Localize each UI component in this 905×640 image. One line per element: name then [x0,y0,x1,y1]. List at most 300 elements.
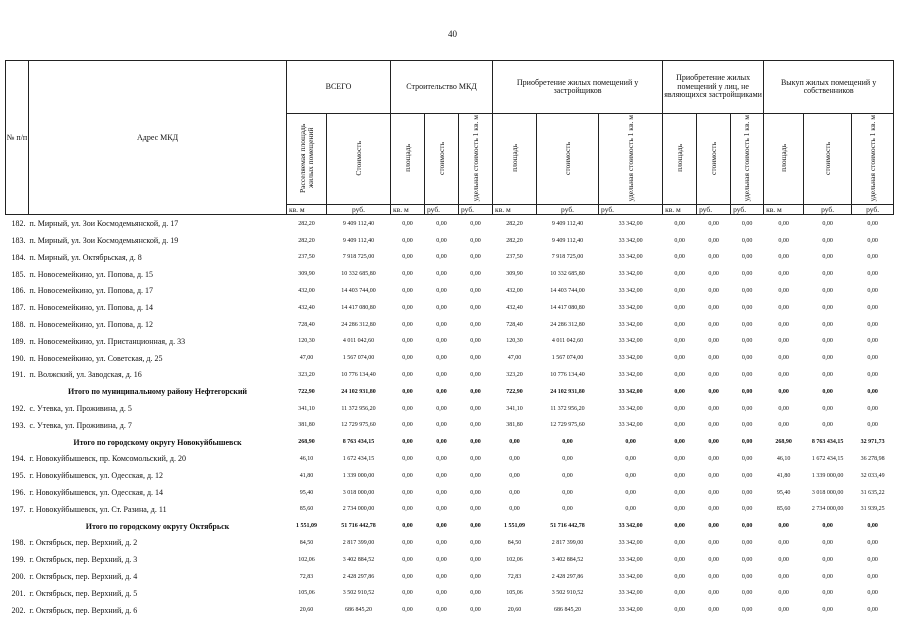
value-cell: 0,00 [778,422,789,429]
value-cell: 0,00 [674,472,685,479]
address-header: Адрес МКД [29,61,287,215]
unit-rub: руб. [425,205,459,215]
value-cell: 0,00 [778,254,789,261]
value-cell: 0,00 [674,220,685,227]
value-cell: 0,00 [402,321,413,328]
value-cell: 0,00 [741,422,753,429]
address-cell: п. Новосемейкино, ул. Советская, д. 25 [29,353,163,363]
value-cell: 0,00 [436,422,447,429]
unit-rub: руб. [697,205,731,215]
value-cell: 0,00 [822,271,833,278]
value-cell: 2 428 297,86 [551,573,584,580]
value-cell: 0,00 [741,254,753,261]
value-cell: 0,00 [741,455,753,462]
value-cell: 12 729 975,60 [341,422,376,429]
row-number [6,434,29,451]
value-cell: 85,60 [299,506,314,513]
value-cell: 2 428 297,86 [342,573,375,580]
row-number: 196. [11,488,26,498]
value-cell: 14 417 080,80 [550,304,585,311]
value-cell: 0,00 [708,237,719,244]
value-cell: 0,00 [674,556,685,563]
value-cell: 14 403 744,00 [550,287,585,294]
value-cell: 0,00 [822,371,833,378]
value-cell: 8 763 434,15 [342,439,375,446]
value-cell: 0,00 [867,220,878,227]
address-cell: п. Мирный, ул. Зои Космодемьянской, д. 19 [29,236,179,246]
value-cell: 0,00 [741,556,753,563]
table-row [6,484,894,501]
row-number: 192. [11,404,26,414]
value-cell: 0,00 [867,355,878,362]
row-number: 190. [11,353,26,363]
value-cell: 381,80 [298,422,315,429]
value-cell: 0,00 [822,523,833,530]
value-cell: 0,00 [470,422,481,429]
value-cell: 0,00 [470,388,481,395]
value-cell: 0,00 [674,590,685,597]
value-cell: 0,00 [470,321,481,328]
value-cell: 432,00 [298,287,315,294]
value-cell: 0,00 [708,506,719,513]
value-cell: 4 011 042,60 [551,338,584,345]
value-cell: 84,50 [299,539,314,546]
value-cell: 0,00 [741,388,753,395]
subheader-cost: стоимость [822,141,832,175]
address-cell: г. Октябрьск, пер. Верхний, д. 5 [29,588,138,598]
unit-rub: руб. [537,205,599,215]
unit-rub: руб. [804,205,852,215]
value-cell: 0,00 [509,455,520,462]
value-cell: 0,00 [822,220,833,227]
table-row [6,417,894,434]
value-cell: 10 776 134,40 [341,371,376,378]
value-cell: 0,00 [708,439,719,446]
table-row [6,367,894,384]
value-cell: 0,00 [867,371,878,378]
value-cell: 0,00 [436,523,447,530]
value-cell: 0,00 [436,607,447,614]
value-cell: 0,00 [470,573,481,580]
value-cell: 0,00 [625,506,636,513]
value-cell: 1 551,09 [504,523,526,530]
value-cell: 0,00 [708,573,719,580]
value-cell: 0,00 [708,220,719,227]
address-cell: п. Мирный, ул. Зои Космодемьянской, д. 17 [29,219,179,229]
value-cell: 0,00 [708,371,719,378]
value-cell: 0,00 [402,573,413,580]
value-cell: 0,00 [708,254,719,261]
value-cell: 120,30 [298,338,315,345]
value-cell: 0,00 [470,271,481,278]
unit-sqm: кв. м [764,205,804,215]
value-cell: 309,90 [506,271,523,278]
value-cell: 33 342,00 [618,271,643,278]
value-cell: 10 776 134,40 [550,371,585,378]
table-row [6,299,894,316]
value-cell: 33 342,00 [618,287,643,294]
table-row [6,585,894,602]
value-cell: 0,00 [562,439,573,446]
value-cell: 0,00 [741,439,753,446]
table-row [6,266,894,283]
subheader-unit-cost: удельная стоимость 1 кв. м [742,114,752,202]
value-cell: 0,00 [470,506,481,513]
value-cell: 0,00 [402,439,413,446]
value-cell: 0,00 [867,539,878,546]
value-cell: 32 971,73 [860,439,885,446]
value-cell: 0,00 [625,472,636,479]
value-cell: 0,00 [708,590,719,597]
value-cell: 0,00 [436,439,447,446]
value-cell: 0,00 [741,237,753,244]
value-cell: 10 332 685,80 [550,271,585,278]
subheader-unit-cost: удельная стоимость 1 кв. м [470,114,480,202]
value-cell: 0,00 [402,254,413,261]
value-cell: 0,00 [708,489,719,496]
value-cell: 3 502 910,52 [551,590,584,597]
value-cell: 0,00 [436,338,447,345]
value-cell: 0,00 [674,439,685,446]
value-cell: 0,00 [674,304,685,311]
value-cell: 0,00 [822,287,833,294]
row-number: 189. [11,336,26,346]
value-cell: 0,00 [402,388,413,395]
value-cell: 0,00 [402,607,413,614]
value-cell: 33 342,00 [618,220,643,227]
value-cell: 33 342,00 [618,539,643,546]
value-cell: 3 018 000,00 [811,489,844,496]
address-cell: г. Новокуйбышевск, ул. Одесская, д. 12 [29,471,164,481]
table-row [6,467,894,484]
value-cell: 0,00 [741,321,753,328]
value-cell: 0,00 [778,271,789,278]
value-cell: 9 409 112,40 [342,220,375,227]
value-cell: 0,00 [509,439,520,446]
address-cell: г. Новокуйбышевск, ул. Одесская, д. 14 [29,488,164,498]
value-cell: 0,00 [674,287,685,294]
value-cell: 432,00 [506,287,523,294]
value-cell: 0,00 [436,556,447,563]
value-cell: 686 845,20 [345,607,372,614]
value-cell: 0,00 [674,371,685,378]
value-cell: 341,10 [506,405,523,412]
table-body [6,215,894,619]
value-cell: 0,00 [436,355,447,362]
value-cell: 0,00 [509,489,520,496]
row-number: 200. [11,572,26,582]
value-cell: 0,00 [470,489,481,496]
value-cell: 0,00 [822,405,833,412]
row-number: 185. [11,269,26,279]
value-cell: 12 729 975,60 [550,422,585,429]
value-cell: 0,00 [470,523,481,530]
row-number [6,518,29,535]
value-cell: 0,00 [470,455,481,462]
value-cell: 0,00 [625,455,636,462]
value-cell: 33 342,00 [618,338,643,345]
total-label: Итого по муниципальному району Нефтегорский [67,387,248,397]
value-cell: 0,00 [778,539,789,546]
value-cell: 9 409 112,40 [342,237,375,244]
unit-sqm: кв. м [287,205,327,215]
value-cell: 11 372 956,20 [341,405,376,412]
value-cell: 0,00 [436,489,447,496]
value-cell: 33 342,00 [618,607,643,614]
value-cell: 0,00 [822,321,833,328]
subheader-cost: стоимость [708,141,718,175]
num-header: № п/п [6,61,29,215]
value-cell: 33 342,00 [618,523,643,530]
value-cell: 0,00 [402,523,413,530]
value-cell: 0,00 [470,472,481,479]
value-cell: 432,40 [506,304,523,311]
value-cell: 0,00 [470,556,481,563]
value-cell: 24 102 931,80 [550,388,585,395]
value-cell: 3 502 910,52 [342,590,375,597]
value-cell: 0,00 [470,304,481,311]
value-cell: 0,00 [436,321,447,328]
value-cell: 120,30 [506,338,523,345]
value-cell: 0,00 [402,355,413,362]
table-row [6,501,894,518]
table-row [6,316,894,333]
value-cell: 20,60 [299,607,314,614]
row-number: 197. [11,504,26,514]
value-cell: 85,60 [776,506,791,513]
table-row [6,249,894,266]
value-cell: 0,00 [822,388,833,395]
value-cell: 33 342,00 [618,405,643,412]
value-cell: 33 342,00 [618,254,643,261]
value-cell: 0,00 [562,472,573,479]
value-cell: 46,10 [776,455,791,462]
row-number: 183. [11,236,26,246]
value-cell: 0,00 [562,455,573,462]
value-cell: 9 409 112,40 [551,237,584,244]
value-cell: 0,00 [822,607,833,614]
value-cell: 2 817 399,00 [342,539,375,546]
value-cell: 0,00 [674,388,685,395]
value-cell: 0,00 [741,590,753,597]
table-row [6,568,894,585]
value-cell: 9 409 112,40 [551,220,584,227]
value-cell: 1 339 000,00 [342,472,375,479]
row-number: 194. [11,454,26,464]
group-header-construction: Строительство МКД [391,61,493,114]
address-cell: п. Новосемейкино, ул. Попова, д. 14 [29,303,154,313]
value-cell: 0,00 [674,355,685,362]
housing-table [5,60,894,619]
value-cell: 0,00 [470,287,481,294]
value-cell: 0,00 [822,254,833,261]
value-cell: 0,00 [708,422,719,429]
value-cell: 0,00 [778,388,789,395]
subheader-area: площадь [778,144,788,172]
value-cell: 0,00 [470,607,481,614]
value-cell: 237,50 [506,254,523,261]
value-cell: 0,00 [867,321,878,328]
value-cell: 0,00 [822,422,833,429]
value-cell: 8 763 434,15 [811,439,844,446]
value-cell: 0,00 [470,371,481,378]
value-cell: 102,06 [298,556,315,563]
value-cell: 1 672 434,15 [811,455,844,462]
value-cell: 0,00 [674,271,685,278]
value-cell: 51 716 442,78 [550,523,585,530]
table-row [6,451,894,468]
value-cell: 0,00 [867,405,878,412]
value-cell: 0,00 [741,220,753,227]
value-cell: 0,00 [741,523,753,530]
value-cell: 0,00 [625,489,636,496]
table-row [6,333,894,350]
value-cell: 0,00 [402,556,413,563]
value-cell: 0,00 [778,523,789,530]
value-cell: 0,00 [470,220,481,227]
value-cell: 0,00 [708,304,719,311]
value-cell: 0,00 [436,371,447,378]
value-cell: 0,00 [822,539,833,546]
value-cell: 0,00 [625,439,636,446]
value-cell: 0,00 [402,405,413,412]
value-cell: 0,00 [436,405,447,412]
row-number: 187. [11,303,26,313]
value-cell: 0,00 [867,254,878,261]
value-cell: 0,00 [708,321,719,328]
unit-rub: руб. [327,205,391,215]
value-cell: 33 342,00 [618,556,643,563]
value-cell: 1 339 000,00 [811,472,844,479]
value-cell: 0,00 [708,287,719,294]
value-cell: 282,20 [506,220,523,227]
group-header-buyout: Выкуп жилых помещений у собственников [764,61,894,114]
value-cell: 33 342,00 [618,355,643,362]
value-cell: 0,00 [674,539,685,546]
value-cell: 0,00 [867,271,878,278]
value-cell: 0,00 [708,523,719,530]
value-cell: 0,00 [867,422,878,429]
value-cell: 0,00 [402,271,413,278]
value-cell: 722,90 [506,388,523,395]
value-cell: 0,00 [708,607,719,614]
value-cell: 0,00 [436,506,447,513]
value-cell: 0,00 [867,556,878,563]
value-cell: 0,00 [778,607,789,614]
value-cell: 0,00 [867,237,878,244]
address-cell: п. Мирный, ул. Октябрьская, д. 8 [29,252,142,262]
value-cell: 0,00 [436,573,447,580]
value-cell: 722,90 [298,388,315,395]
value-cell: 0,00 [402,287,413,294]
value-cell: 0,00 [778,371,789,378]
value-cell: 0,00 [509,506,520,513]
value-cell: 0,00 [674,607,685,614]
value-cell: 0,00 [562,506,573,513]
value-cell: 0,00 [436,590,447,597]
row-number: 182. [11,219,26,229]
value-cell: 24 286 312,80 [550,321,585,328]
value-cell: 2 734 000,00 [811,506,844,513]
header-row-groups [6,61,894,114]
value-cell: 0,00 [741,304,753,311]
value-cell: 0,00 [822,355,833,362]
row-number: 191. [11,370,26,380]
address-cell: с. Утевка, ул. Проживина, д. 5 [29,404,132,414]
group-header-total: ВСЕГО [287,61,391,114]
value-cell: 0,00 [822,556,833,563]
total-row [6,518,894,535]
value-cell: 0,00 [822,573,833,580]
value-cell: 33 342,00 [618,371,643,378]
value-cell: 2 734 000,00 [342,506,375,513]
value-cell: 72,83 [507,573,522,580]
value-cell: 0,00 [562,489,573,496]
value-cell: 24 102 931,80 [341,388,376,395]
value-cell: 0,00 [470,254,481,261]
value-cell: 0,00 [708,405,719,412]
value-cell: 0,00 [674,321,685,328]
value-cell: 0,00 [436,472,447,479]
value-cell: 11 372 956,20 [550,405,585,412]
value-cell: 0,00 [778,355,789,362]
value-cell: 51 716 442,78 [341,523,376,530]
address-cell: г. Октябрьск, пер. Верхний, д. 4 [29,572,138,582]
value-cell: 0,00 [470,338,481,345]
value-cell: 14 403 744,00 [341,287,376,294]
value-cell: 3 402 884,52 [342,556,375,563]
value-cell: 46,10 [299,455,314,462]
unit-rub: руб. [459,205,493,215]
total-row [6,434,894,451]
value-cell: 7 918 725,00 [342,254,375,261]
address-cell: г. Октябрьск, пер. Верхний, д. 3 [29,555,138,565]
address-cell: г. Октябрьск, пер. Верхний, д. 2 [29,538,138,548]
unit-sqm: кв. м [493,205,537,215]
value-cell: 32 033,49 [860,472,885,479]
value-cell: 0,00 [822,338,833,345]
value-cell: 1 672 434,15 [342,455,375,462]
value-cell: 0,00 [470,355,481,362]
address-cell: п. Новосемейкино, ул. Попова, д. 12 [29,320,154,330]
unit-rub: руб. [852,205,894,215]
subheader-cost: стоимость [436,141,446,175]
value-cell: 1 567 074,00 [342,355,375,362]
subheader-area: площадь [402,144,412,172]
unit-sqm: кв. м [663,205,697,215]
value-cell: 0,00 [778,321,789,328]
value-cell: 33 342,00 [618,573,643,580]
row-number: 195. [11,471,26,481]
value-cell: 0,00 [402,338,413,345]
value-cell: 0,00 [436,304,447,311]
value-cell: 0,00 [708,338,719,345]
value-cell: 0,00 [741,338,753,345]
page-number: 40 [448,29,457,39]
value-cell: 0,00 [436,539,447,546]
value-cell: 14 417 080,80 [341,304,376,311]
value-cell: 0,00 [867,590,878,597]
value-cell: 268,90 [775,439,792,446]
table-row [6,232,894,249]
value-cell: 323,20 [298,371,315,378]
subheader-area-total: Расселяемая площадь жилых помещений [297,123,315,193]
value-cell: 20,60 [507,607,522,614]
value-cell: 102,06 [506,556,523,563]
value-cell: 0,00 [778,556,789,563]
value-cell: 33 342,00 [618,304,643,311]
address-cell: г. Новокуйбышевск, ул. Ст. Разина, д. 11 [29,504,167,514]
